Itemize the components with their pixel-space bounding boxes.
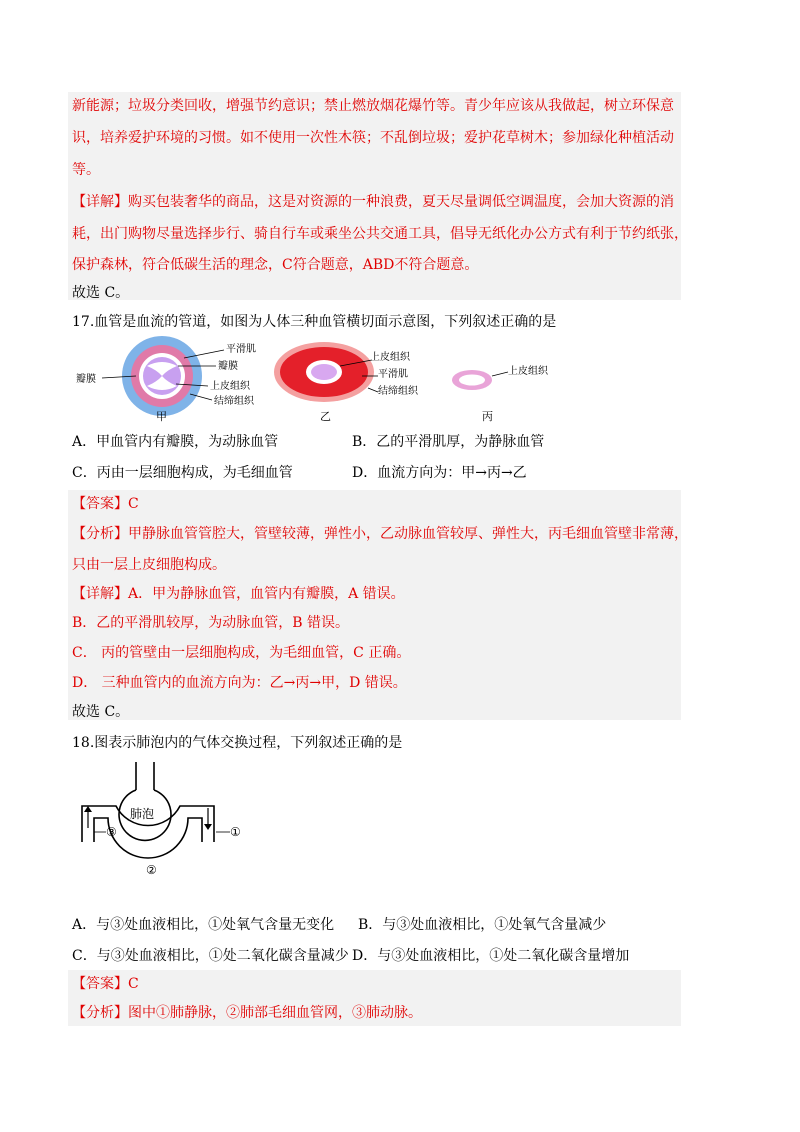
q18-option-a[interactable]: A．与③处血液相比，①处氧气含量无变化 bbox=[72, 917, 335, 933]
vein-cross-section bbox=[76, 336, 256, 423]
q17-answer: 【答案】C bbox=[72, 496, 139, 512]
artery-label-connective: 结缔组织 bbox=[378, 386, 418, 397]
q18-answer: 【答案】C bbox=[72, 976, 139, 992]
vein-caption: 甲 bbox=[156, 410, 167, 423]
q17-detail-line: 【详解】A．甲为静脉血管，血管内有瓣膜，A 错误。 bbox=[72, 586, 405, 602]
q17-conclusion: 故选 C。 bbox=[72, 704, 130, 720]
q18-option-c[interactable]: C．与③处血液相比，①处二氧化碳含量减少 bbox=[72, 948, 349, 964]
blood-vessel-figure bbox=[72, 336, 592, 428]
q18-option-d[interactable]: D．与③处血液相比，①处二氧化碳含量增加 bbox=[352, 948, 630, 964]
q18-stem: 18.图表示肺泡内的气体交换过程，下列叙述正确的是 bbox=[72, 735, 403, 751]
q16-detail-line: 耗，出门购物尽量选择步行、骑自行车或乘坐公共交通工具，倡导无纸化办公方式有利于节约纸张， bbox=[72, 226, 688, 242]
vein-label-valve-left: 瓣膜 bbox=[76, 374, 96, 385]
q17-option-d[interactable]: D．血流方向为：甲→丙→乙 bbox=[352, 465, 527, 481]
marker-2: ② bbox=[146, 863, 157, 877]
down-arrow-head-icon bbox=[204, 824, 212, 830]
artery-label-epithelium: 上皮组织 bbox=[370, 352, 410, 363]
up-arrow-head-icon bbox=[84, 806, 92, 812]
vein-label-epithelium: 上皮组织 bbox=[210, 381, 250, 392]
q17-detail-line: C． 丙的管壁由一层细胞构成，为毛细血管，C 正确。 bbox=[72, 645, 411, 661]
alveolus-label: 肺泡 bbox=[130, 807, 155, 821]
q17-stem: 17.血管是血流的管道，如图为人体三种血管横切面示意图，下列叙述正确的是 bbox=[72, 314, 557, 330]
q16-detail-line: 保护森林，符合低碳生活的理念，C符合题意，ABD不符合题意。 bbox=[72, 257, 479, 273]
q17-option-a[interactable]: A．甲血管内有瓣膜，为动脉血管 bbox=[72, 434, 279, 450]
q16-conclusion: 故选 C。 bbox=[72, 285, 130, 301]
capillary-caption: 丙 bbox=[482, 410, 493, 423]
q17-detail-line: D． 三种血管内的血流方向为：乙→丙→甲，D 错误。 bbox=[72, 675, 407, 691]
artery-caption: 乙 bbox=[320, 410, 331, 423]
q18-option-b[interactable]: B．与③处血液相比，①处氧气含量减少 bbox=[358, 917, 607, 933]
q16-detail-line: 【详解】购买包装奢华的商品，这是对资源的一种浪费，夏天尽量调低空调温度，会加大资源的消 bbox=[72, 194, 674, 210]
artery-cross-section bbox=[274, 342, 419, 423]
q17-detail-line: B．乙的平滑肌较厚，为动脉血管，B 错误。 bbox=[72, 615, 350, 631]
marker-3: ③ bbox=[106, 825, 117, 839]
capillary-cross-section bbox=[452, 364, 549, 423]
alveolus-figure bbox=[72, 762, 272, 882]
q17-analysis-line: 只由一层上皮细胞构成。 bbox=[72, 557, 226, 573]
vein-label-valve: 瓣膜 bbox=[218, 361, 238, 372]
q17-option-b[interactable]: B．乙的平滑肌厚，为静脉血管 bbox=[352, 434, 545, 450]
vein-label-connective: 结缔组织 bbox=[214, 396, 254, 407]
q16-text-line: 识，培养爱护环境的习惯。如不使用一次性木筷；不乱倒垃圾；爱护花草树木；参加绿化种植活动 bbox=[72, 130, 674, 146]
q16-text-line: 等。 bbox=[72, 162, 100, 178]
capillary-label-epithelium: 上皮组织 bbox=[508, 366, 548, 377]
q17-analysis-line: 【分析】甲静脉血管管腔大，管壁较薄，弹性小，乙动脉血管较厚、弹性大，丙毛细血管壁非常薄， bbox=[72, 526, 688, 542]
q18-analysis: 【分析】图中①肺静脉，②肺部毛细血管网，③肺动脉。 bbox=[72, 1005, 422, 1021]
q16-text-line: 新能源；垃圾分类回收，增强节约意识；禁止燃放烟花爆竹等。青少年应该从我做起，树立环保意 bbox=[72, 98, 674, 114]
marker-1: ① bbox=[230, 825, 241, 839]
vein-label-smooth-muscle: 平滑肌 bbox=[226, 344, 256, 355]
artery-label-smooth-muscle: 平滑肌 bbox=[378, 369, 408, 380]
q17-option-c[interactable]: C．丙由一层细胞构成，为毛细血管 bbox=[72, 465, 293, 481]
